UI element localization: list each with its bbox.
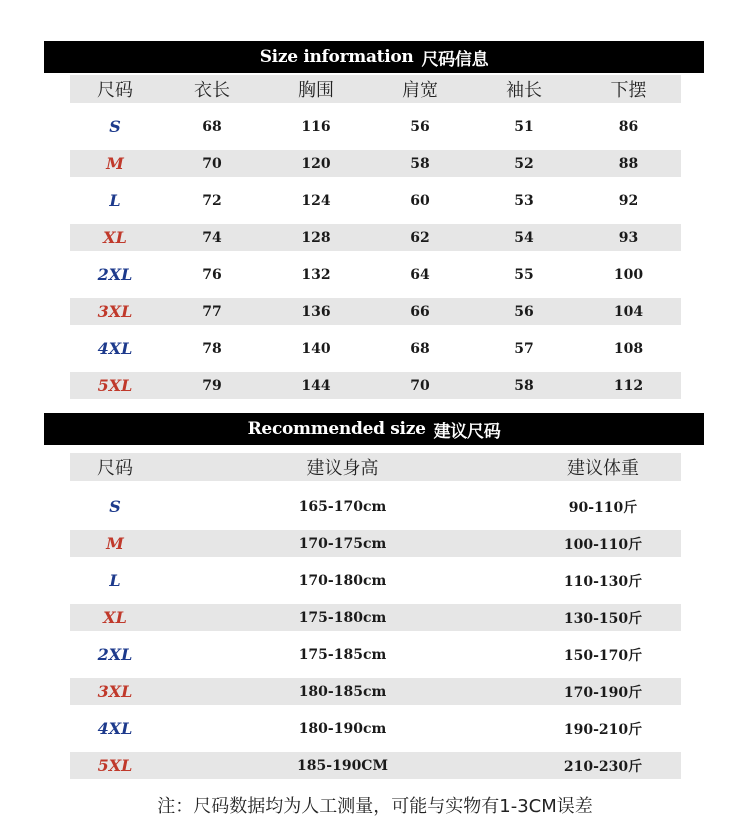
table-cell: 100 xyxy=(613,266,644,283)
table-cell: 116 xyxy=(301,118,331,135)
table-cell: 136 xyxy=(301,303,331,320)
size-label: S xyxy=(109,117,121,136)
column-header: 胸围 xyxy=(298,80,334,101)
table-row xyxy=(70,752,681,779)
table-cell: 104 xyxy=(613,303,644,320)
table-cell: 150-170斤 xyxy=(563,647,643,664)
table-cell: 57 xyxy=(514,340,534,357)
table-cell: 56 xyxy=(410,118,430,135)
recommended-title-en: Recommended size xyxy=(247,419,426,439)
table-cell: 77 xyxy=(202,303,222,320)
table-cell: 72 xyxy=(202,192,222,209)
column-header: 建议体重 xyxy=(567,458,639,479)
size-label: 2XL xyxy=(97,645,133,664)
column-header: 肩宽 xyxy=(402,80,438,101)
table-cell: 56 xyxy=(514,303,534,320)
size-label: 4XL xyxy=(97,339,133,358)
table-row xyxy=(70,715,681,742)
size-label: 3XL xyxy=(97,682,133,701)
size-label: 3XL xyxy=(97,302,133,321)
table-row xyxy=(70,604,681,631)
column-header: 尺码 xyxy=(97,80,133,101)
table-cell: 62 xyxy=(410,229,430,246)
table-cell: 190-210斤 xyxy=(563,721,643,738)
table-cell: 170-175cm xyxy=(298,535,387,552)
size-label: 4XL xyxy=(97,719,133,738)
recommended-size-header xyxy=(44,413,704,445)
table-cell: 60 xyxy=(410,192,430,209)
table-cell: 58 xyxy=(514,377,534,394)
table-cell: 180-185cm xyxy=(298,683,387,700)
table-row xyxy=(70,372,681,399)
table-cell: 64 xyxy=(410,266,430,283)
table-cell: 128 xyxy=(301,229,331,246)
table-row xyxy=(70,530,681,557)
table-cell: 108 xyxy=(613,340,644,357)
table-cell: 68 xyxy=(410,340,430,357)
table-row xyxy=(70,678,681,705)
table-row xyxy=(70,567,681,594)
table-row xyxy=(70,335,681,362)
table-cell: 52 xyxy=(514,155,534,172)
table-cell: 70 xyxy=(202,155,222,172)
size-info-header xyxy=(44,41,704,73)
column-header: 袖长 xyxy=(506,80,542,101)
table-cell: 76 xyxy=(202,266,222,283)
table-cell: 120 xyxy=(301,155,331,172)
table-row xyxy=(70,261,681,288)
table-cell: 210-230斤 xyxy=(563,758,643,775)
table-row xyxy=(70,224,681,251)
table-cell: 112 xyxy=(613,377,644,394)
size-label: L xyxy=(109,191,121,210)
table-cell: 86 xyxy=(618,118,639,135)
table-row xyxy=(70,493,681,520)
table-cell: 93 xyxy=(618,229,639,246)
table-cell: 55 xyxy=(514,266,534,283)
table-header-row xyxy=(70,453,681,481)
recommended-title-cn: 建议尺码 xyxy=(433,421,501,442)
table-cell: 70 xyxy=(410,377,430,394)
table-row xyxy=(70,150,681,177)
size-label: 5XL xyxy=(97,756,133,775)
table-cell: 132 xyxy=(301,266,331,283)
table-row xyxy=(70,187,681,214)
table-cell: 180-190cm xyxy=(298,720,387,737)
table-cell: 90-110斤 xyxy=(568,499,638,516)
column-header: 尺码 xyxy=(97,458,133,479)
table-cell: 110-130斤 xyxy=(563,573,643,590)
table-cell: 170-180cm xyxy=(298,572,387,589)
table-cell: 170-190斤 xyxy=(563,684,643,701)
table-cell: 66 xyxy=(410,303,430,320)
size-label: M xyxy=(106,154,124,173)
table-row xyxy=(70,113,681,140)
table-cell: 78 xyxy=(202,340,222,357)
table-cell: 68 xyxy=(202,118,222,135)
column-header: 下摆 xyxy=(610,80,647,101)
table-cell: 54 xyxy=(514,229,534,246)
table-cell: 175-185cm xyxy=(298,646,387,663)
table-cell: 79 xyxy=(202,377,222,394)
column-header: 衣长 xyxy=(194,80,230,101)
size-info-title-cn: 尺码信息 xyxy=(421,49,489,70)
table-cell: 140 xyxy=(301,340,331,357)
table-cell: 51 xyxy=(514,118,534,135)
size-info-title-en: Size information xyxy=(259,47,414,67)
table-cell: 58 xyxy=(410,155,430,172)
table-cell: 92 xyxy=(618,192,639,209)
table-cell: 124 xyxy=(301,192,331,209)
size-label: L xyxy=(109,571,121,590)
size-label: XL xyxy=(103,608,127,627)
table-cell: 100-110斤 xyxy=(563,536,643,553)
table-cell: 53 xyxy=(514,192,534,209)
table-row xyxy=(70,641,681,668)
measurement-note: 注：尺码数据均为人工测量，可能与实物有1-3CM误差 xyxy=(157,796,593,817)
table-cell: 74 xyxy=(202,229,222,246)
column-header: 建议身高 xyxy=(306,458,379,479)
table-header-row xyxy=(70,75,681,103)
table-row xyxy=(70,298,681,325)
size-label: 5XL xyxy=(97,376,133,395)
size-label: 2XL xyxy=(97,265,133,284)
size-label: XL xyxy=(103,228,127,247)
table-cell: 88 xyxy=(618,155,639,172)
table-cell: 144 xyxy=(301,377,331,394)
table-cell: 165-170cm xyxy=(298,498,387,515)
table-cell: 175-180cm xyxy=(298,609,387,626)
size-label: M xyxy=(106,534,124,553)
size-label: S xyxy=(109,497,121,516)
table-cell: 185-190CM xyxy=(297,757,388,774)
table-cell: 130-150斤 xyxy=(563,610,643,627)
